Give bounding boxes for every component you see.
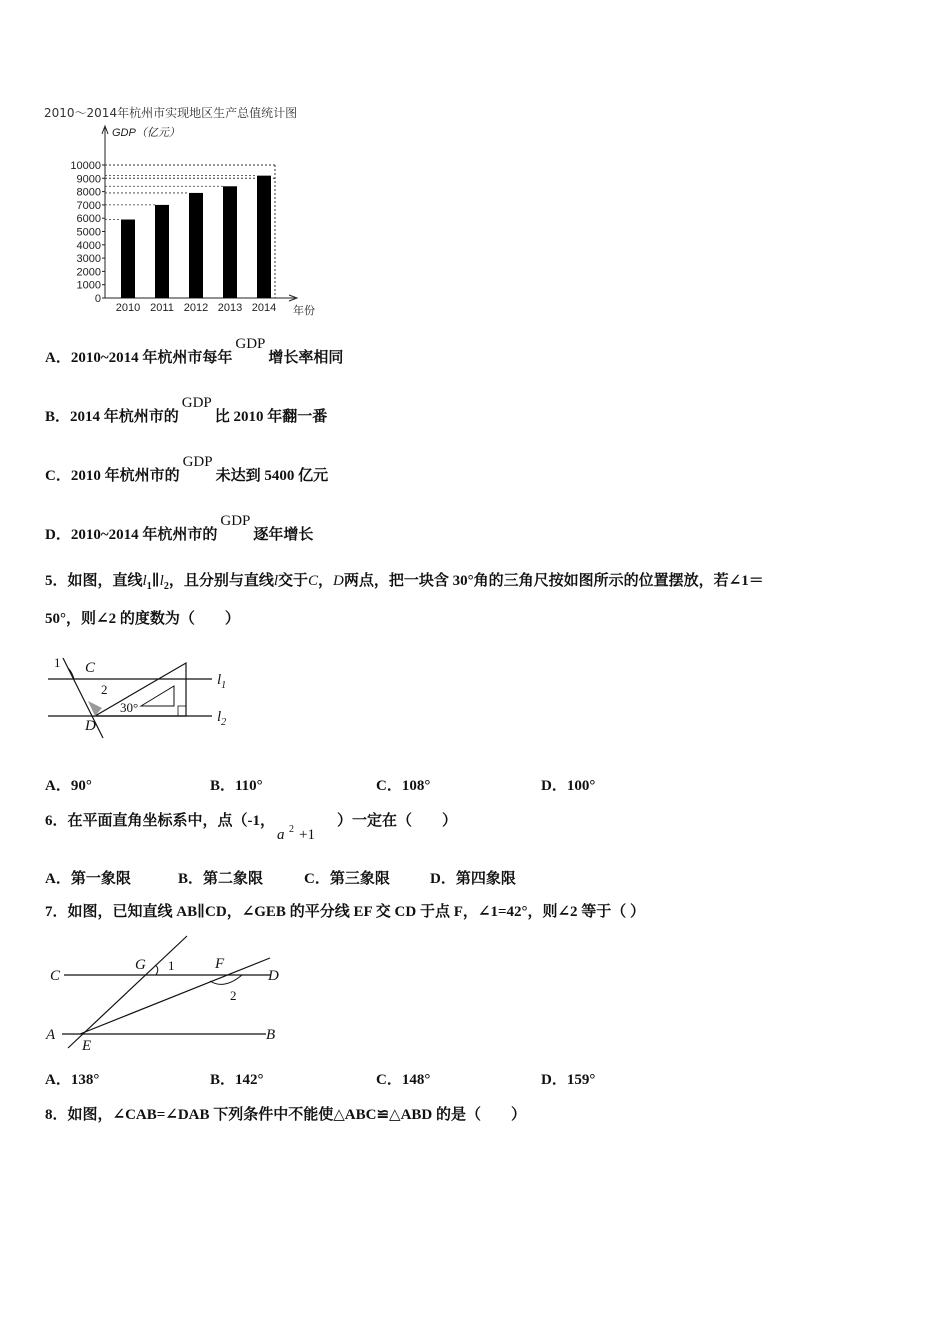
q7-label-1: 1 [168,958,175,973]
q4-option-d-gdp: GDP [220,513,251,529]
x-tick-label: 2014 [251,302,277,314]
q4-option-a-pre: A．2010~2014 年杭州市每年 [45,350,233,366]
q4-option-c [45,454,329,486]
q4-option-d [45,513,314,545]
q4-option-a-gdp: GDP [235,336,266,352]
q4-option-c-pre: C．2010 年杭州市的 [45,468,180,484]
q5-figure [40,650,240,740]
q5-label-d: D [85,718,96,734]
q7-stem: 7．如图，已知直线 AB∥CD，∠GEB 的平分线 EF 交 CD 于点 F，∠1=42°，则∠2 等于（ ） [45,904,646,920]
set-square-outer [95,663,186,716]
q4-option-d-post: 逐年增长 [253,527,314,543]
q5-l1: l [142,573,147,589]
q5-label-c: C [85,660,96,676]
right-angle-mark [178,706,186,716]
q5-text: 交于 [278,573,309,589]
q6-expr-exp: 2 [289,824,294,835]
q5-label-2: 2 [101,682,108,697]
y-tick-label: 5000 [76,226,101,239]
q5-option-b: B．110° [210,778,263,794]
q6-expr-a: a [277,827,285,843]
y-tick-label: 7000 [76,199,101,212]
q5-l1-sub: 1 [146,581,152,592]
q7-label-g: G [135,957,146,973]
x-axis-label: 年份 [293,305,315,317]
set-square-inner [141,686,174,706]
y-tick-label: 6000 [76,213,101,226]
q4-option-b [45,395,328,427]
q6-option-d: D．第四象限 [430,871,516,887]
y-tick-label: 8000 [76,186,101,199]
q7-option-d: D．159° [541,1072,596,1088]
q5-text: 两点，把一块含 30°角的三角尺按如图所示的位置摆放，若∠1＝ [343,573,764,589]
q5-label-l2: $l_2$ [217,709,227,728]
q7-label-a: A [46,1027,56,1043]
y-axis-label: GDP（亿元） [112,127,180,139]
q5-option-a: A．90° [45,778,92,794]
x-tick-label: 2013 [217,302,243,314]
q4-option-a [45,336,344,368]
q7-label-b: B [266,1027,276,1043]
q5-stem-line1 [45,571,764,597]
q6-text-post: ）一定在（ ） [337,813,458,829]
q6-option-a: A．第一象限 [45,871,131,887]
y-tick-label: 9000 [76,173,101,186]
q4-option-d-pre: D．2010~2014 年杭州市的 [45,527,218,543]
q7-label-2: 2 [230,988,237,1003]
q7-label-e: E [82,1038,92,1054]
q6-stem [45,811,458,843]
y-tick-label: 2000 [76,266,101,279]
q7-label-d: D [268,968,279,984]
q4-option-c-post: 未达到 5400 亿元 [215,468,329,484]
bar-2010 [121,220,135,298]
y-tick-label: 10000 [70,160,101,172]
q5-point-d: D [333,573,344,589]
q4-option-b-gdp: GDP [181,395,212,411]
q7-option-c: C．148° [376,1072,431,1088]
q4-option-a-post: 增长率相同 [268,350,344,366]
q5-stem-line2: 50°，则∠2 的度数为（ ） [45,611,240,627]
q5-text: 5．如图，直线 [45,573,143,589]
q4-option-c-gdp: GDP [182,454,213,470]
q5-option-d: D．100° [541,778,596,794]
q4-option-b-post: 比 2010 年翻一番 [214,409,328,425]
bar-2014 [257,176,271,298]
q5-line-l: l [273,573,278,589]
q6-expr-rest: +1 [299,827,315,843]
q6-option-b: B．第二象限 [178,871,264,887]
q5-label-1: 1 [54,655,61,670]
line-l [63,658,103,738]
q5-l2: l [159,573,164,589]
bar-2012 [189,193,203,298]
q7-option-a: A．138° [45,1072,100,1088]
q5-label-l1: $l_1$ [217,672,227,691]
bar-2013 [223,186,237,298]
q6-option-c: C．第三象限 [304,871,390,887]
q5-label-30: 30° [120,700,139,715]
q5-option-c: C．108° [376,778,431,794]
q5-point-c: C [308,573,319,589]
gdp-bar-chart [40,120,340,325]
x-tick-label: 2012 [183,302,209,314]
y-tick-label: 1000 [76,279,101,292]
y-tick-label: 4000 [76,239,101,252]
q5-comma: ， [318,573,334,589]
q8-stem: 8．如图，∠CAB=∠DAB 下列条件中不能使△ABC≌△ABD 的是（ ） [45,1107,527,1123]
q7-option-b: B．142° [210,1072,264,1088]
q7-label-f: F [215,956,225,972]
q7-label-c: C [50,968,61,984]
line-ef [80,958,270,1034]
y-tick-label: 3000 [76,253,101,266]
x-tick-label: 2011 [150,302,174,314]
q5-l2-sub: 2 [163,581,169,592]
q4-option-b-pre: B．2014 年杭州市的 [45,409,179,425]
chart-title: 2010～2014年杭州市实现地区生产总值统计图 [44,106,298,120]
y-tick-label: 0 [94,293,101,305]
q5-text: ，且分别与直线 [168,573,274,589]
bar-2011 [155,205,169,298]
q6-text-pre: 6．在平面直角坐标系中，点（-1， [45,813,275,829]
q5-parallel: ∥ [151,573,160,589]
q6-expression [275,811,337,843]
q7-figure [40,930,290,1055]
x-tick-label: 2010 [115,302,141,314]
